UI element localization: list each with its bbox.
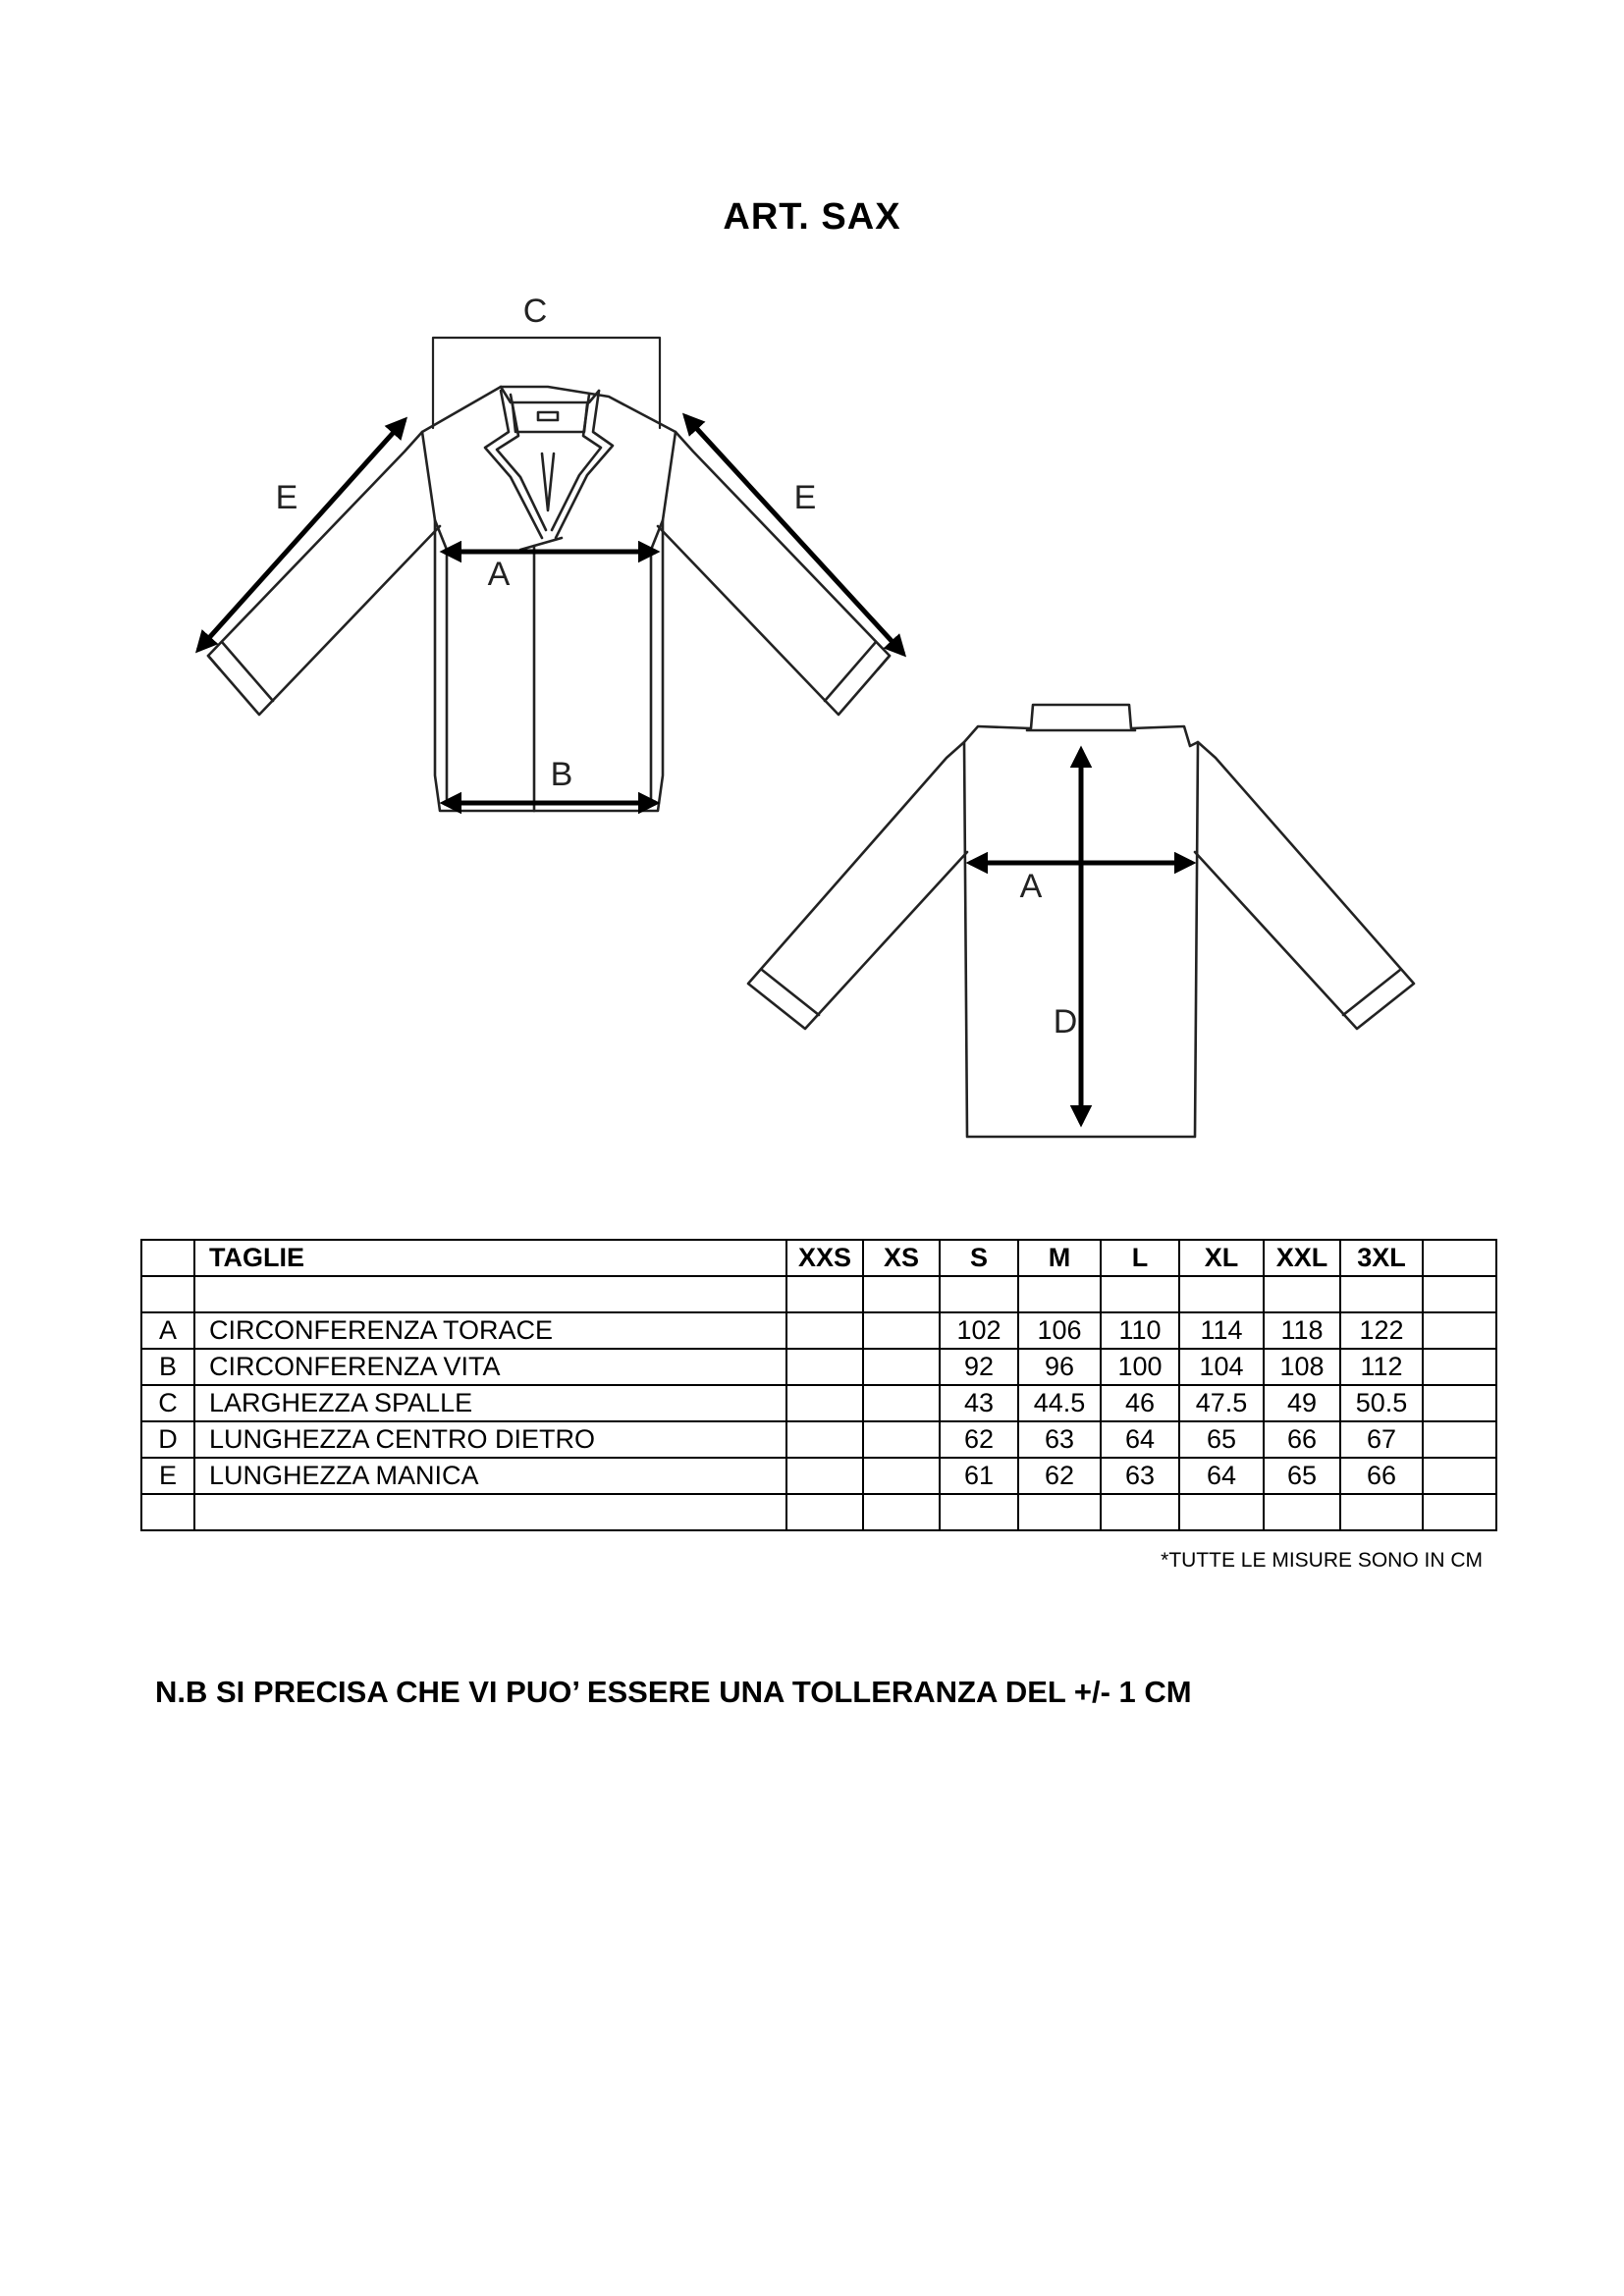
- row-value-cell: [786, 1312, 863, 1349]
- unit-note: *TUTTE LE MISURE SONO IN CM: [1161, 1549, 1483, 1572]
- row-value-cell: 112: [1340, 1349, 1423, 1385]
- row-value-cell: 66: [1340, 1458, 1423, 1494]
- row-value-cell: 64: [1101, 1421, 1179, 1458]
- row-value-cell: [863, 1421, 940, 1458]
- row-value-cell: 67: [1340, 1421, 1423, 1458]
- row-value-cell: [786, 1421, 863, 1458]
- row-value-cell: 61: [940, 1458, 1018, 1494]
- front-jacket-drawing: [208, 338, 890, 811]
- row-empty-cell: [1423, 1421, 1496, 1458]
- row-value-cell: 66: [1264, 1421, 1340, 1458]
- row-value-cell: 65: [1179, 1421, 1264, 1458]
- header-size: S: [940, 1240, 1018, 1276]
- header-size: XS: [863, 1240, 940, 1276]
- row-value-cell: 118: [1264, 1312, 1340, 1349]
- row-value-cell: 63: [1018, 1421, 1101, 1458]
- row-value-cell: 62: [1018, 1458, 1101, 1494]
- row-value-cell: [863, 1385, 940, 1421]
- row-measurement-name: CIRCONFERENZA VITA: [194, 1349, 786, 1385]
- page-title: ART. SAX: [723, 196, 901, 238]
- row-value-cell: 106: [1018, 1312, 1101, 1349]
- row-value-cell: 104: [1179, 1349, 1264, 1385]
- table-row: [141, 1421, 1496, 1458]
- row-code: E: [141, 1458, 194, 1494]
- header-empty-cell: [141, 1240, 194, 1276]
- row-measurement-name: LARGHEZZA SPALLE: [194, 1385, 786, 1421]
- row-value-cell: 49: [1264, 1385, 1340, 1421]
- row-value-cell: 43: [940, 1385, 1018, 1421]
- row-value-cell: [786, 1385, 863, 1421]
- row-value-cell: 108: [1264, 1349, 1340, 1385]
- label-c: C: [522, 293, 548, 330]
- row-measurement-name: LUNGHEZZA MANICA: [194, 1458, 786, 1494]
- table-header-row: [141, 1240, 1496, 1276]
- row-code: A: [141, 1312, 194, 1349]
- header-size: L: [1101, 1240, 1179, 1276]
- table-row: [141, 1458, 1496, 1494]
- row-value-cell: 44.5: [1018, 1385, 1101, 1421]
- row-value-cell: 110: [1101, 1312, 1179, 1349]
- row-code: C: [141, 1385, 194, 1421]
- label-b: B: [550, 756, 573, 793]
- row-value-cell: 100: [1101, 1349, 1179, 1385]
- row-value-cell: [863, 1458, 940, 1494]
- row-value-cell: 122: [1340, 1312, 1423, 1349]
- row-value-cell: 50.5: [1340, 1385, 1423, 1421]
- header-size: M: [1018, 1240, 1101, 1276]
- row-measurement-name: LUNGHEZZA CENTRO DIETRO: [194, 1421, 786, 1458]
- label-e-left: E: [275, 479, 298, 516]
- table-row: [141, 1385, 1496, 1421]
- row-empty-cell: [1423, 1349, 1496, 1385]
- row-value-cell: [863, 1349, 940, 1385]
- header-size: XL: [1179, 1240, 1264, 1276]
- row-value-cell: [786, 1349, 863, 1385]
- header-size: 3XL: [1340, 1240, 1423, 1276]
- row-value-cell: 63: [1101, 1458, 1179, 1494]
- row-value-cell: 64: [1179, 1458, 1264, 1494]
- row-value-cell: 62: [940, 1421, 1018, 1458]
- row-code: B: [141, 1349, 194, 1385]
- row-value-cell: 46: [1101, 1385, 1179, 1421]
- row-value-cell: [786, 1458, 863, 1494]
- row-empty-cell: [1423, 1312, 1496, 1349]
- row-value-cell: 114: [1179, 1312, 1264, 1349]
- row-value-cell: 96: [1018, 1349, 1101, 1385]
- table-row: [141, 1312, 1496, 1349]
- label-d: D: [1053, 1003, 1078, 1041]
- row-empty-cell: [1423, 1458, 1496, 1494]
- table-spacer-row: [141, 1494, 1496, 1530]
- size-table: [140, 1239, 1497, 1531]
- label-e-right: E: [793, 479, 817, 516]
- row-empty-cell: [1423, 1385, 1496, 1421]
- header-size: XXS: [786, 1240, 863, 1276]
- row-value-cell: 47.5: [1179, 1385, 1264, 1421]
- tolerance-note: N.B SI PRECISA CHE VI PUO’ ESSERE UNA TOLLERANZA DEL +/- 1 CM: [155, 1675, 1192, 1709]
- label-a-front: A: [487, 556, 511, 593]
- table-spacer-row: [141, 1276, 1496, 1312]
- size-table-body: [141, 1240, 1496, 1530]
- header-size: XXL: [1264, 1240, 1340, 1276]
- row-value-cell: 65: [1264, 1458, 1340, 1494]
- header-taglie: TAGLIE: [194, 1240, 786, 1276]
- row-measurement-name: CIRCONFERENZA TORACE: [194, 1312, 786, 1349]
- row-value-cell: [863, 1312, 940, 1349]
- table-row: [141, 1349, 1496, 1385]
- row-value-cell: 102: [940, 1312, 1018, 1349]
- label-a-back: A: [1019, 868, 1043, 905]
- row-code: D: [141, 1421, 194, 1458]
- row-value-cell: 92: [940, 1349, 1018, 1385]
- header-empty-cell: [1423, 1240, 1496, 1276]
